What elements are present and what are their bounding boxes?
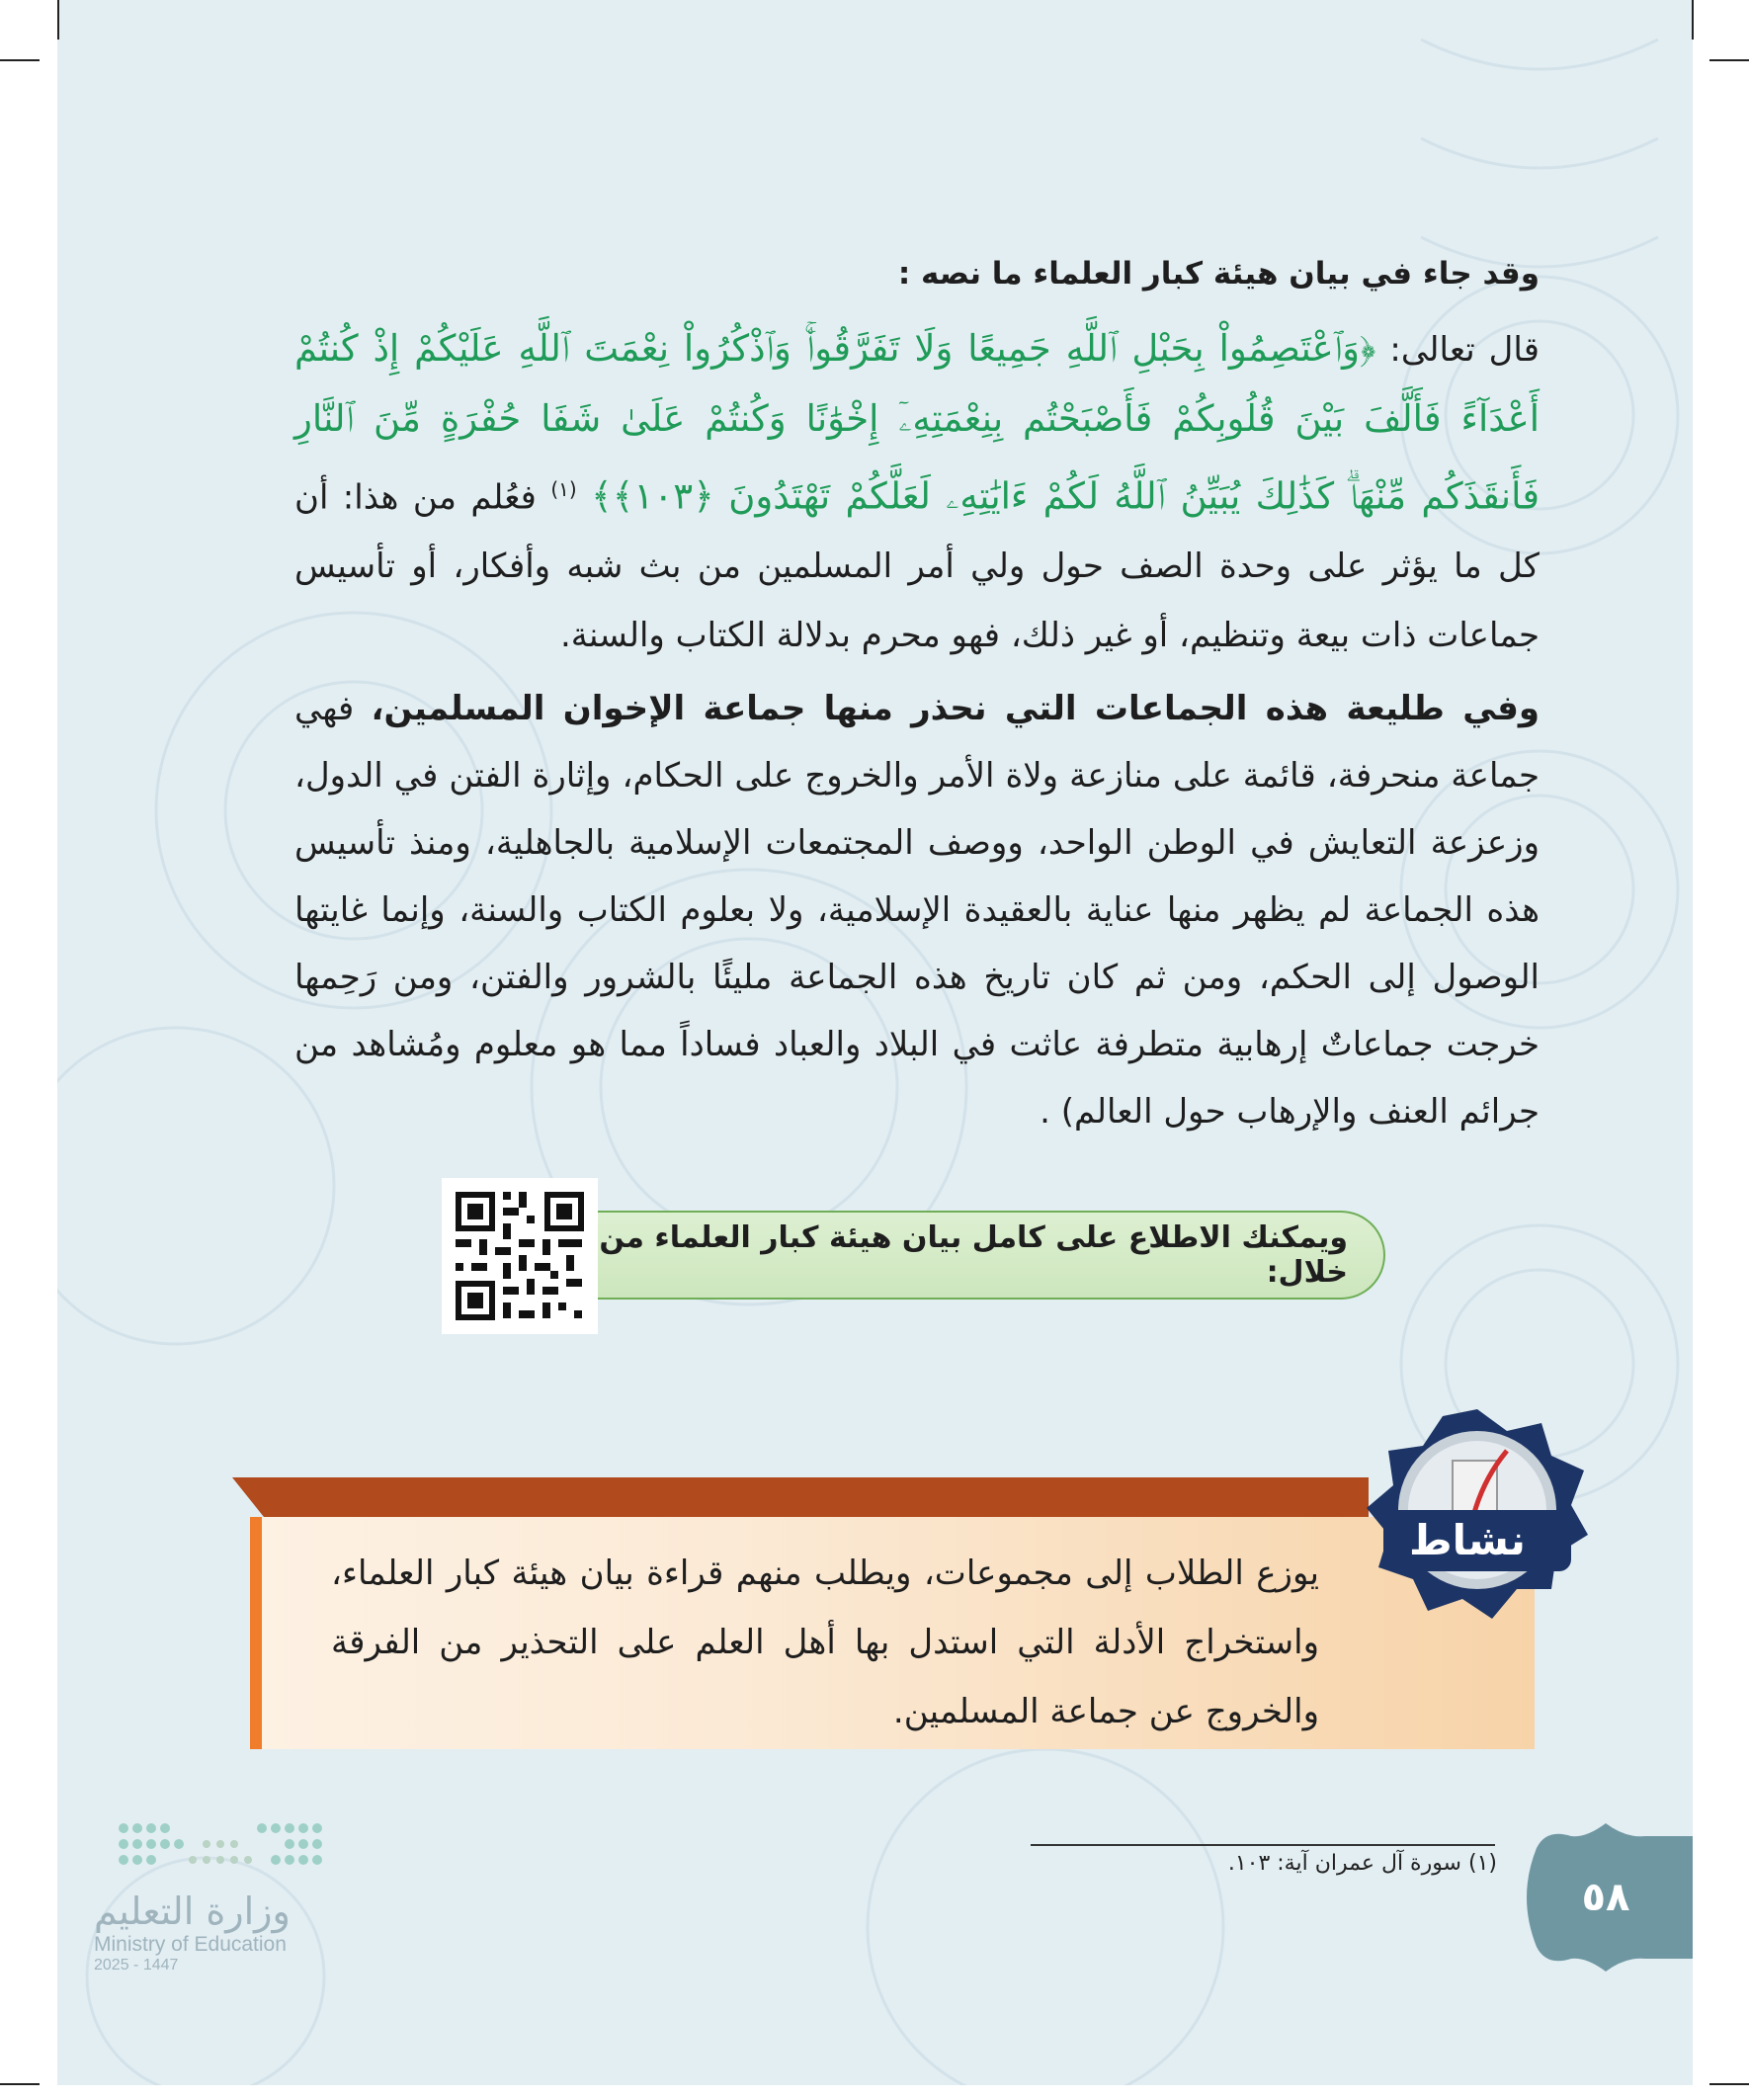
intro-heading: وقد جاء في بيان هيئة كبار العلماء ما نصه : <box>897 256 1540 292</box>
verse-number: ﴿١٠٣﴾ <box>612 474 714 518</box>
ministry-year: 2025 - 1447 <box>94 1957 179 1974</box>
crop-mark <box>0 2083 40 2085</box>
crop-mark <box>1709 2083 1749 2085</box>
paragraph-text: فهي جماعة منحرفة، قائمة على منازعة ولاة الأمر والخروج على الحكام، وإثارة الفتن في الدول، وزعزعة التعايش في الوطن الواحد، ووصف المجتمعات الإسلامية بالجاهلية، ومنذ تأسيس هذه الجماعة لم يظهر منها عناية بالعقيدة الإسلامية، ولا بعلوم الكتاب والسنة، وإنما غايتها الوصول إلى الحكم، ومن ثم كان تاريخ هذه الجماعة مليئًا بالشرور والفتن، ومن رَحِمها خرجت جماعاتٌ إرهابية متطرفة عاثت في البلاد والعباد فساداً مما هو معلوم ومُشاهد من جرائم العنف والإرهاب حول العالم) . <box>294 689 1540 1132</box>
crop-mark <box>57 0 59 40</box>
brotherhood-paragraph <box>294 675 1540 1145</box>
quran-label: قال تعالى: <box>1389 330 1540 370</box>
crop-mark <box>1709 59 1749 61</box>
paragraph-text: فعُلم من هذا: أن كل ما يؤثر على وحدة الصف حول ولي أمر المسلمين من بث شبه وأفكار، أو تأسيس جماعات ذات بيعة وتنظيم، أو غير ذلك، فهو محرم بدلالة الكتاب والسنة. <box>294 477 1540 656</box>
quran-close-bracket: ﴾ <box>591 474 613 518</box>
qr-code[interactable] <box>442 1178 598 1334</box>
footnote-divider <box>1031 1844 1495 1846</box>
page-number: ٥٨ <box>1581 1875 1630 1920</box>
ministry-logo <box>94 1818 331 1974</box>
activity-badge-label: نشاط <box>1409 1516 1526 1564</box>
crop-mark <box>1692 0 1694 40</box>
statement-link-banner[interactable] <box>585 1211 1385 1300</box>
paragraph-bold-lead: وفي طليعة هذه الجماعات التي نحذر منها جماعة الإخوان المسلمين، <box>371 689 1540 728</box>
quran-open-bracket: ﴿ <box>1360 327 1376 370</box>
ministry-name-en: Ministry of Education <box>94 1933 287 1956</box>
ministry-dots-icon <box>114 1818 331 1878</box>
quran-verse: وَٱعْتَصِمُواْ بِحَبْلِ ٱللَّهِ جَمِيعًا وَلَا تَفَرَّقُواْۚ وَٱذْكُرُواْ نِعْمَتَ ٱللَّهِ عَلَيْكُمْ إِذْ كُنتُمْ أَعْدَآءً فَأَلَّفَ بَيْنَ قُلُوبِكُمْ فَأَصْبَحْتُم بِنِعْمَتِهِۦٓ إِخْوَٰنًا وَكُنتُمْ عَلَىٰ شَفَا حُفْرَةٍ مِّنَ ٱلنَّارِ فَأَنقَذَكُم مِّنْهَاۗ كَذَٰلِكَ يُبَيِّنُ ٱللَّهُ لَكُمْ ءَايَٰتِهِۦ لَعَلَّكُمْ تَهْتَدُونَ <box>294 327 1541 518</box>
activity-section <box>232 1477 1546 1749</box>
activity-text: يوزع الطلاب إلى مجموعات، ويطلب منهم قراءة بيان هيئة كبار العلماء، واستخراج الأدلة التي استدل بها أهل العلم على التحذير من الفرقة والخروج عن جماعة المسلمين. <box>331 1554 1319 1731</box>
footnote: (١) سورة آل عمران آية: ١٠٣. <box>1227 1851 1497 1876</box>
ministry-name-ar: وزارة التعليم <box>94 1890 291 1933</box>
footnote-marker: (١) <box>550 477 577 501</box>
banner-label: ويمكنك الاطلاع على كامل بيان هيئة كبار العلماء من خلال: <box>599 1220 1348 1290</box>
crop-mark <box>0 59 40 61</box>
quran-paragraph <box>294 314 1540 670</box>
